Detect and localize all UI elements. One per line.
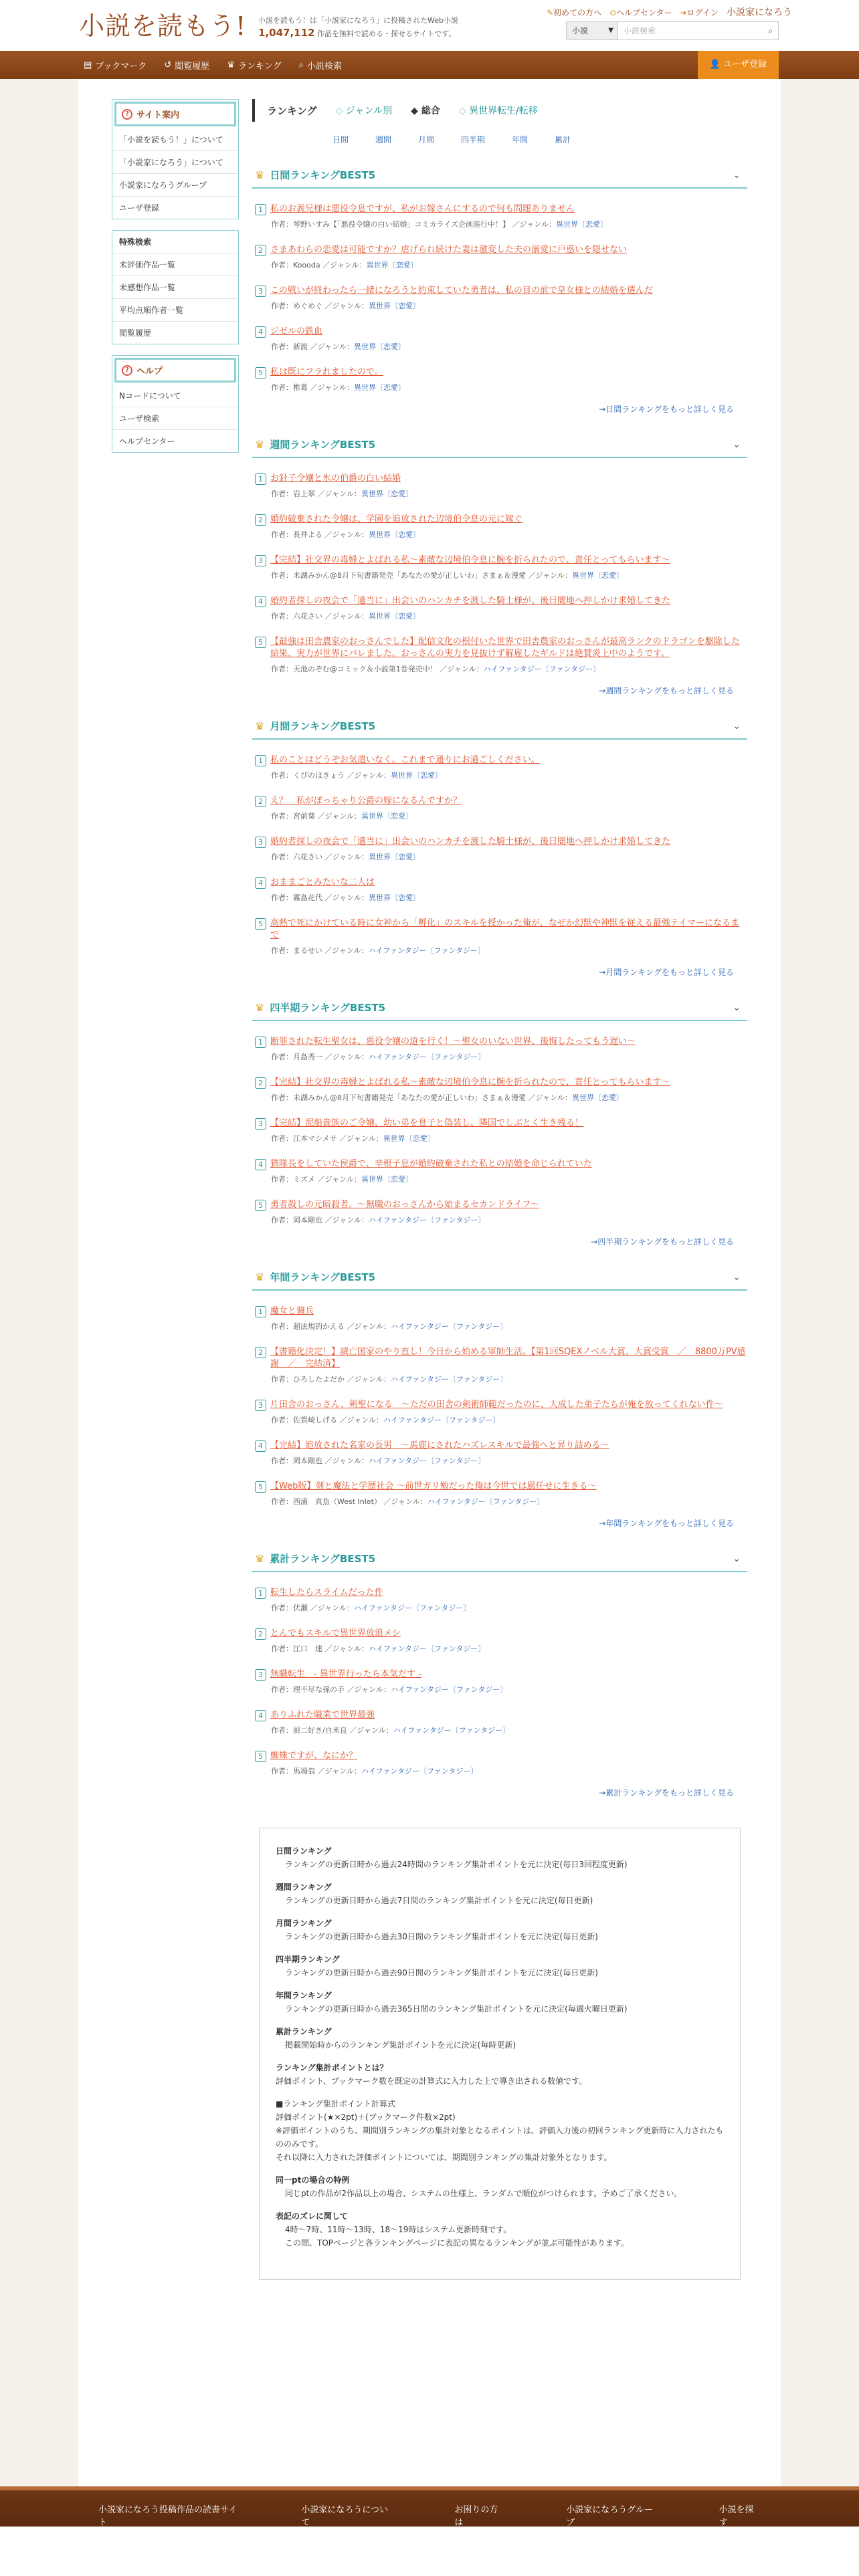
ranking-section (252, 719, 747, 978)
novel-title-link[interactable]: ジゼルの鉄血 (270, 326, 323, 336)
sidebar-item[interactable]: ユーザ検索 (112, 407, 238, 430)
diamond-icon: ◇ (458, 106, 466, 116)
author-name: 長井よる (293, 530, 322, 539)
section-title: 四半期ランキングBEST5 (270, 1002, 386, 1014)
novel-meta: 作者：岡本剛也 ／ジャンル：ハイファンタジー〔ファンタジー〕 (271, 1216, 486, 1224)
rank-number: 4 (255, 596, 266, 607)
author-name: 未湖みかん@8月下旬書籍発売「あなたの愛が正しいわ」さまぁ＆漫愛 (293, 571, 526, 580)
novel-title-link[interactable]: さまあわらの恋愛は可能ですか？虐げられ続けた妻は激変した夫の溺愛に戸惑いを隠せない (270, 245, 628, 255)
ranking-item (252, 514, 747, 540)
rank-number: 4 (255, 1159, 266, 1170)
first-visit-link[interactable]: ✎初めての方へ (546, 7, 602, 17)
novel-title-link[interactable]: 蜘蛛ですが、なにか？ (270, 1751, 358, 1761)
genre-link[interactable]: 異世界〔恋愛〕 (366, 261, 418, 270)
genre-link[interactable]: 異世界〔恋愛〕 (354, 342, 406, 351)
ranking-item (252, 1750, 747, 1776)
crown-icon: ♛ (255, 1271, 265, 1283)
novel-meta: 作者：超法規的かえる ／ジャンル：ハイファンタジー〔ファンタジー〕 (271, 1322, 508, 1331)
help-icon: ⊙ (609, 7, 617, 17)
sidebar (112, 99, 239, 2466)
tab-isekai[interactable]: ◇ 異世界転生/転移 (458, 106, 538, 116)
author-name: 岩上翠 (293, 490, 315, 498)
ranking-item (252, 1709, 747, 1735)
novel-title-link[interactable]: 高熱で死にかけている時に女神から「孵化」のスキルを授かった俺が、なぜか幻獣や神獣を従える最強テイマーになるまで (270, 918, 739, 940)
ranking-item (252, 1481, 747, 1507)
more-ranking-link[interactable]: →週間ランキングをもっと詳しく見る (599, 686, 734, 695)
novel-title-link[interactable]: 【完結】泥船貴族のご令嬢、幼い弟を息子と偽装し、隣国でしぶとく生き残る！ (270, 1118, 584, 1128)
novel-meta: 作者：西浦 真魚（West Inlet） ／ジャンル：ハイファンタジー〔ファンタジー〕 (271, 1497, 545, 1506)
author-name: 椎葛 (293, 383, 308, 392)
rank-number: 4 (255, 326, 266, 338)
author-name: 琴野いすみ【「悪役令嬢の白い結婚」コミカライズ企画進行中！】 (293, 220, 510, 229)
ranking-item (252, 636, 747, 674)
ranking-item (252, 795, 747, 821)
more-ranking-link[interactable]: →累計ランキングをもっと詳しく見る (599, 1788, 734, 1798)
novel-title-link[interactable]: お針子令嬢と氷の伯爵の白い結婚 (270, 473, 401, 484)
sidebar-item[interactable]: 小説家になろうグループ (112, 174, 238, 197)
ranking-tabs (252, 99, 747, 122)
nav-bookmark[interactable]: ▤ ブックマーク (84, 60, 147, 72)
section-title: 日間ランキングBEST5 (270, 169, 376, 181)
footer-link[interactable]: 小説家になろうグループ (566, 2505, 653, 2528)
genre-link[interactable]: ハイファンタジー〔ファンタジー〕 (369, 1053, 486, 1061)
ranking-item (252, 203, 747, 229)
rank-number: 5 (255, 918, 266, 930)
novel-title-link[interactable]: 猫隊長をしていた侯爵で、辛根子息が婚約破棄された私との結婚を命じられていた (270, 1159, 592, 1169)
user-icon: 👤 (709, 60, 721, 70)
period-tab[interactable]: 累計 (555, 135, 571, 144)
rank-number: 2 (255, 514, 266, 526)
footer-link[interactable]: 小説家になろうについて (301, 2505, 389, 2528)
nav-search[interactable]: ⌕ 小説検索 (298, 60, 342, 72)
novel-title-link[interactable]: 【完結】社交界の毒婦とよばれる私〜素敵な辺境伯令息に腕を折られたので、責任とってもらいます〜 (270, 1077, 670, 1087)
rank-number: 2 (255, 245, 266, 256)
rank-number: 1 (255, 1037, 266, 1048)
genre-link[interactable]: ハイファンタジー〔ファンタジー〕 (383, 1416, 500, 1424)
novel-meta: 作者：江口 連 ／ジャンル：ハイファンタジー〔ファンタジー〕 (271, 1644, 486, 1653)
author-name: 六花さい (293, 853, 322, 861)
novel-meta: 作者：岩上翠 ／ジャンル：異世界〔恋愛〕 (271, 490, 413, 498)
author-name: ひろしたよだか (293, 1375, 345, 1384)
bookmark-icon: ▤ (84, 60, 92, 70)
novel-meta: 作者：まるせい ／ジャンル：ハイファンタジー〔ファンタジー〕 (271, 946, 486, 955)
genre-link[interactable]: ハイファンタジー〔ファンタジー〕 (393, 1726, 510, 1735)
more-ranking-link[interactable]: →日間ランキングをもっと詳しく見る (599, 405, 734, 414)
ranking-item (252, 836, 747, 862)
novel-title-link[interactable]: 私のお義兄様は悪役令息ですが、私がお嫁さんにするので何も問題ありません (270, 204, 575, 214)
genre-link[interactable]: 異世界〔恋愛〕 (369, 530, 421, 539)
crown-icon: ♛ (255, 438, 265, 451)
section-title: 週間ランキングBEST5 (270, 439, 376, 451)
sidebar-item[interactable]: Nコードについて (112, 385, 238, 407)
page-title: ランキング (267, 104, 317, 117)
ranking-section (252, 437, 747, 696)
rank-number: 1 (255, 1306, 266, 1317)
site-footer (0, 2486, 859, 2527)
rank-number: 3 (255, 1118, 266, 1130)
novel-title-link[interactable]: 【完結】追放された名家の長男 〜馬鹿にされたハズレスキルで最強へと昇り詰める〜 (270, 1440, 609, 1451)
author-name: 霧島花代 (293, 893, 322, 902)
narou-brand-link[interactable]: 小説家になろう (727, 7, 792, 18)
chevron-down-icon[interactable]: ⌄ (733, 720, 741, 732)
site-tagline: 小説を読もう！は「小説家になろう」に投稿されたWeb小説 1,047,112 作品を無料で読める・探せるサイトです。 (258, 16, 458, 39)
site-header (0, 0, 859, 51)
rank-number: 1 (255, 204, 266, 215)
ranking-item (252, 554, 747, 580)
author-name: くびのほきょう (293, 771, 345, 780)
author-name: 佐賀崎しげる (293, 1416, 337, 1424)
genre-link[interactable]: ハイファンタジー〔ファンタジー〕 (369, 1644, 486, 1653)
novel-meta: 作者：理不尽な孫の手 ／ジャンル：ハイファンタジー〔ファンタジー〕 (271, 1685, 508, 1694)
sidebar-item[interactable]: 平均点順作者一覧 (112, 299, 238, 322)
chevron-down-icon[interactable]: ⌄ (733, 439, 741, 450)
genre-link[interactable]: ハイファンタジー〔ファンタジー〕 (427, 1497, 545, 1506)
genre-link[interactable]: 異世界〔恋愛〕 (369, 612, 421, 621)
site-logo[interactable]: 小説を読もう! (79, 11, 247, 41)
novel-meta: 作者：天池のぞむ@コミック＆小説第1巻発売中！ ／ジャンル：ハイファンタジー〔ファンタジー〕 (271, 665, 601, 673)
novel-title-link[interactable]: 私は既にフラれましたので。 (270, 367, 383, 377)
author-name: 新渡 (293, 342, 308, 351)
history-icon: ↺ (164, 60, 172, 70)
novel-meta: 作者：江本マシメサ ／ジャンル：異世界〔恋愛〕 (271, 1134, 435, 1143)
author-name: 馬場翁 (293, 1767, 315, 1776)
diamond-icon: ◇ (335, 106, 343, 116)
novel-meta: 作者：琴野いすみ【「悪役令嬢の白い結婚」コミカライズ企画進行中！】 ／ジャンル：異世界〔恋愛〕 (271, 220, 608, 229)
crown-icon: ♛ (255, 720, 265, 732)
sidebar-site-guide: ? サイト案内 「小説を読もう！」について 「小説家になろう」について 小説家になろうグループ ユーザ登録 (112, 99, 239, 219)
novel-meta: 作者：佐賀崎しげる ／ジャンル：ハイファンタジー〔ファンタジー〕 (271, 1416, 500, 1424)
author-name: ミズメ (293, 1175, 315, 1184)
sidebar-item[interactable]: 未感想作品一覧 (112, 276, 238, 299)
genre-link[interactable]: 異世界〔恋愛〕 (369, 302, 421, 310)
search-input[interactable]: 小説検索 ⌕ (618, 21, 779, 40)
nav-ranking[interactable]: ♛ ランキング (227, 60, 282, 72)
rank-number: 5 (255, 1200, 266, 1211)
sidebar-help: ? ヘルプ Nコードについて ユーザ検索 ヘルプセンター (112, 355, 239, 453)
content-container (78, 79, 781, 2486)
genre-link[interactable]: ハイファンタジー〔ファンタジー〕 (483, 665, 601, 673)
author-name: 理不尽な孫の手 (293, 1685, 345, 1694)
ranking-item (252, 1199, 747, 1225)
chevron-down-icon[interactable]: ⌄ (733, 1553, 741, 1564)
footer-link[interactable]: 小説を探す (719, 2505, 754, 2528)
ranking-item (252, 1117, 747, 1144)
novel-meta: 作者：六花さい ／ジャンル：異世界〔恋愛〕 (271, 853, 421, 861)
novel-title-link[interactable]: 【最強は田舎農家のおっさんでした】配信文化の根付いた世界で田舎農家のおっさんが最高ランクのドラゴンを駆除した結果、実力が世界にバレました。おっさんの実力を見抜けず解雇したギルドは絶賛炎上中のようです。 (270, 637, 740, 659)
rank-number: 3 (255, 1669, 266, 1681)
novel-meta: 作者：宮前葵 ／ジャンル：異世界〔恋愛〕 (271, 812, 413, 821)
rank-number: 2 (255, 1077, 266, 1089)
period-tab[interactable]: 年間 (512, 135, 529, 144)
novel-meta: 作者：月島秀一 ／ジャンル：ハイファンタジー〔ファンタジー〕 (271, 1053, 486, 1061)
genre-link[interactable]: 異世界〔恋愛〕 (361, 1175, 413, 1184)
section-title: 月間ランキングBEST5 (270, 720, 376, 732)
tab-genre[interactable]: ◇ ジャンル別 (335, 106, 393, 116)
register-button[interactable]: 👤 ユーザ登録 (698, 51, 779, 79)
ranking-item (252, 1440, 747, 1466)
sidebar-item[interactable]: 閲覧履歴 (119, 328, 152, 338)
novel-title-link[interactable]: 魔女と傭兵 (270, 1306, 314, 1316)
genre-link[interactable]: ハイファンタジー〔ファンタジー〕 (391, 1322, 508, 1331)
sidebar-item[interactable]: ユーザ登録 (119, 203, 160, 213)
author-name: 未湖みかん@8月下旬書籍発売「あなたの愛が正しいわ」さまぁ＆漫愛 (293, 1093, 526, 1102)
ranking-item (252, 918, 747, 956)
nav-history[interactable]: ↺ 閲覧履歴 (164, 60, 210, 72)
crown-icon: ♛ (255, 169, 265, 181)
novel-title-link[interactable]: 婚約破棄された令嬢は、学園を追放された辺境伯令息の元に嫁ぐ (270, 514, 523, 524)
more-ranking-link[interactable]: →四半期ランキングをもっと詳しく見る (591, 1237, 734, 1247)
novel-title-link[interactable]: 婚約者探しの夜会で「適当に」出会いのハンカチを渡した騎士様が、後日闇地へ押しかけ求婚してきた (270, 596, 671, 606)
rank-number: 5 (255, 367, 266, 379)
genre-link[interactable]: 異世界〔恋愛〕 (572, 1093, 624, 1102)
period-tab[interactable]: 月間 (418, 135, 435, 144)
page-wrap (0, 79, 859, 2486)
novel-meta: 作者：伏瀬 ／ジャンル：ハイファンタジー〔ファンタジー〕 (271, 1604, 471, 1612)
ranking-section (252, 1270, 747, 1529)
novel-title-link[interactable]: この戦いが終わったら一緒になろうと約束していた勇者は、私の目の前で皇女様との結婚を選んだ (270, 286, 653, 296)
novel-title-link[interactable]: 婚約者探しの夜会で「適当に」出会いのハンカチを渡した騎士様が、後日闇地へ押しかけ求婚してきた (270, 837, 671, 847)
period-tabs (252, 122, 747, 145)
rank-number: 3 (255, 286, 266, 297)
novel-meta: 作者：岡本剛也 ／ジャンル：ハイファンタジー〔ファンタジー〕 (271, 1457, 486, 1465)
ranking-section (252, 1551, 747, 1798)
novel-meta: 作者：Koooda ／ジャンル：異世界〔恋愛〕 (271, 261, 418, 270)
genre-link[interactable]: ハイファンタジー〔ファンタジー〕 (391, 1375, 508, 1384)
genre-link[interactable]: 異世界〔恋愛〕 (354, 383, 406, 392)
search-form (566, 21, 779, 40)
genre-link[interactable]: ハイファンタジー〔ファンタジー〕 (368, 946, 486, 955)
novel-meta: 作者：くびのほきょう ／ジャンル：異世界〔恋愛〕 (271, 771, 443, 780)
sidebar-item[interactable]: 「小説家になろう」について (112, 151, 238, 174)
genre-link[interactable]: 異世界〔恋愛〕 (391, 771, 443, 780)
ranking-item (252, 1036, 747, 1062)
author-name: めぐめぐ (293, 302, 322, 310)
rank-number: 1 (255, 755, 266, 766)
author-name: 天池のぞむ@コミック＆小説第1巻発売中！ (293, 665, 438, 673)
ranking-item (252, 285, 747, 311)
rank-number: 3 (255, 837, 266, 848)
novel-meta: 作者：ミズメ ／ジャンル：異世界〔恋愛〕 (271, 1175, 413, 1184)
author-name: まるせい (293, 946, 322, 955)
ranking-item (252, 1587, 747, 1613)
genre-link[interactable]: ハイファンタジー〔ファンタジー〕 (369, 1457, 486, 1465)
ranking-item (252, 1346, 747, 1384)
ranking-item (252, 1669, 747, 1695)
rank-number: 5 (255, 1481, 266, 1493)
ranking-item (252, 326, 747, 352)
genre-link[interactable]: 異世界〔恋愛〕 (383, 1134, 435, 1143)
novel-meta: 作者：馬場翁 ／ジャンル：ハイファンタジー〔ファンタジー〕 (271, 1767, 478, 1776)
chevron-down-icon[interactable]: ⌄ (733, 169, 741, 181)
search-icon: ⌕ (298, 60, 304, 70)
rank-number: 2 (255, 1628, 266, 1640)
author-name: 岡本剛也 (293, 1216, 322, 1224)
ranking-item (252, 877, 747, 903)
rank-number: 2 (255, 796, 266, 807)
novel-title-link[interactable]: ありふれた職業で世界最強 (270, 1710, 375, 1720)
help-center-link[interactable]: ⊙ヘルプセンター (609, 7, 672, 17)
ranking-item (252, 1399, 747, 1425)
ranking-item (252, 1158, 747, 1184)
author-name: 伏瀬 (293, 1604, 308, 1612)
period-tab[interactable]: 週間 (375, 135, 392, 144)
tab-overall[interactable]: ◆ 総合 (411, 106, 440, 116)
ranking-item (252, 473, 747, 499)
rank-number: 3 (255, 1400, 266, 1411)
author-name: 宮前葵 (293, 812, 315, 821)
author-name: Koooda (293, 261, 320, 270)
question-icon: ? (122, 109, 132, 120)
novel-title-link[interactable]: 【完結】社交界の毒婦とよばれる私〜素敵な辺境伯令息に腕を折られたので、責任とってもらいます〜 (270, 555, 670, 565)
diamond-filled-icon: ◆ (411, 106, 418, 116)
login-icon: ➜ (680, 7, 687, 17)
sidebar-special-search: 特殊検索 未評価作品一覧 未感想作品一覧 平均点順作者一覧 閲覧履歴 (112, 230, 239, 344)
rank-number: 1 (255, 1588, 266, 1599)
more-ranking-link[interactable]: →月間ランキングをもっと詳しく見る (599, 968, 734, 977)
novel-meta: 作者：霧島花代 ／ジャンル：異世界〔恋愛〕 (271, 893, 421, 902)
ranking-item (252, 754, 747, 780)
ranking-section (252, 168, 747, 415)
section-title: 累計ランキングBEST5 (270, 1553, 376, 1565)
novel-title-link[interactable]: 無職転生 - 異世界行ったら本気だす - (270, 1669, 421, 1679)
footer-link[interactable]: 小説家になろう投稿作品の読書サイト (98, 2505, 237, 2528)
ranking-item (252, 1077, 747, 1103)
rank-number: 5 (255, 637, 266, 648)
search-type-select[interactable]: 小説 ▼ (566, 21, 618, 40)
novel-title-link[interactable]: 転生したらスライムだった件 (270, 1588, 383, 1598)
crown-icon: ♛ (255, 1552, 265, 1565)
author-name: 月島秀一 (293, 1053, 322, 1061)
rank-number: 4 (255, 1710, 266, 1721)
more-ranking-link[interactable]: →年間ランキングをもっと詳しく見る (599, 1519, 734, 1528)
novel-title-link[interactable]: 片田舎のおっさん、剣聖になる 〜ただの田舎の剣術師範だったのに、大成した弟子たちが俺を放ってくれない件〜 (270, 1400, 723, 1410)
novel-meta: 作者：厨二好き/白米良 ／ジャンル：ハイファンタジー〔ファンタジー〕 (271, 1726, 510, 1735)
sidebar-item[interactable]: ヘルプセンター (119, 437, 175, 446)
chevron-down-icon[interactable]: ⌄ (733, 1002, 741, 1013)
book-icon: ✎ (546, 7, 554, 17)
genre-link[interactable]: 異世界〔恋愛〕 (361, 490, 413, 498)
ranking-item (252, 1305, 747, 1331)
author-name: 岡本剛也 (293, 1457, 322, 1465)
footer-link[interactable]: お困りの方は (454, 2505, 498, 2528)
author-name: 厨二好き/白米良 (293, 1726, 347, 1735)
genre-link[interactable]: ハイファンタジー〔ファンタジー〕 (354, 1604, 471, 1612)
rank-number: 4 (255, 1440, 266, 1452)
rank-number: 1 (255, 473, 266, 485)
novel-title-link[interactable]: 【Web版】剣と魔法と学歴社会 〜前世ガリ勉だった俺は今世では風任せに生きる〜 (270, 1481, 597, 1491)
novel-meta: 作者：長井よる ／ジャンル：異世界〔恋愛〕 (271, 530, 421, 539)
sidebar-item[interactable]: 未評価作品一覧 (112, 253, 238, 276)
novel-meta: 作者：未湖みかん@8月下旬書籍発売「あなたの愛が正しいわ」さまぁ＆漫愛 ／ジャンル：異世界〔恋愛〕 (271, 571, 624, 580)
top-links (547, 5, 792, 19)
novel-meta: 作者：新渡 ／ジャンル：異世界〔恋愛〕 (271, 342, 406, 351)
genre-link[interactable]: ハイファンタジー〔ファンタジー〕 (391, 1685, 508, 1694)
crown-icon: ♛ (227, 60, 235, 70)
ranking-item (252, 595, 747, 621)
novel-title-link[interactable]: とんでもスキルで異世界放浪メシ (270, 1628, 401, 1638)
period-tab[interactable]: 日間 (332, 135, 349, 144)
rank-number: 2 (255, 1347, 266, 1358)
novel-meta: 作者：六花さい ／ジャンル：異世界〔恋愛〕 (271, 612, 421, 621)
genre-link[interactable]: 異世界〔恋愛〕 (369, 893, 421, 902)
author-name: 西浦 真魚（West Inlet） (293, 1497, 381, 1506)
crown-icon: ♛ (255, 1001, 265, 1014)
ranking-notes: 日間ランキング ランキングの更新日時から過去24時間のランキング集計ポイントを元に決定(毎日3回程度更新) 週間ランキング ランキングの更新日時から過去7日間のランキング集計ポイントを元に決定(毎日更新) 月間ランキング ランキングの更新日時から過去30日間のランキング集計ポイントを元に決定(毎日更新) 四半期ランキング ランキングの更新日時から過去90日間のランキング集計ポイントを元に決定(毎日更新) 年間ランキング ランキングの更新日時から過去365日間のランキング集計ポイントを元に決定(毎週火曜日更新) 累計ランキング 掲載開始時からのランキング集計ポイントを元に決定(毎時更新) ランキング集計ポイントとは？ 評価ポイント、ブックマーク数を既定の計算式に入力した上で導き出される数値です。 ■ランキング集計ポイント計算式 評価ポイント(★×2pt)＋(ブックマーク件数×2pt) ※評価ポイントのうち、期間別ランキングの集計対象となるポイントは、評価入力後の初回ランキング更新時に入力されたもののみです。 それ以降に入力された評価ポイントについては、期間別ランキングの集計対象外となります。 同一ptの場合の特例 同じptの作品が2作品以上の場合、システムの仕様上、ランダムで順位がつけられます。予めご了承ください。 表記のズレに関して 4時〜7時、11時〜13時、18〜19時はシステム更新時刻です。 この間、TOPページと各ランキングページに表記の異なるランキングが並ぶ可能性があります。 (259, 1828, 741, 2280)
chevron-down-icon[interactable]: ⌄ (733, 1271, 741, 1283)
search-icon[interactable]: ⌕ (768, 26, 773, 35)
login-link[interactable]: ➜ログイン (680, 7, 719, 17)
novel-meta: 作者：椎葛 ／ジャンル：異世界〔恋愛〕 (271, 383, 406, 392)
ranking-item (252, 1628, 747, 1654)
rank-number: 5 (255, 1751, 266, 1762)
novel-count: 1,047,112 (258, 27, 315, 39)
author-name: 江口 連 (293, 1644, 322, 1653)
novel-title-link[interactable]: 断罪された転生聖女は、悪役令嬢の道を行く！〜聖女のいない世界、後悔したってもう遅い〜 (270, 1037, 636, 1047)
novel-meta: 作者：未湖みかん@8月下旬書籍発売「あなたの愛が正しいわ」さまぁ＆漫愛 ／ジャンル：異世界〔恋愛〕 (271, 1093, 624, 1102)
ranking-item (252, 244, 747, 270)
main-nav (0, 51, 859, 79)
genre-link[interactable]: 異世界〔恋愛〕 (572, 571, 624, 580)
genre-link[interactable]: ハイファンタジー〔ファンタジー〕 (361, 1767, 478, 1776)
genre-link[interactable]: ハイファンタジー〔ファンタジー〕 (369, 1216, 486, 1224)
rank-number: 4 (255, 877, 266, 889)
novel-meta: 作者：めぐめぐ ／ジャンル：異世界〔恋愛〕 (271, 302, 421, 310)
novel-title-link[interactable]: え？ 私がぽっちゃり公爵の嫁になるんですか？ (270, 796, 462, 806)
ranking-sections (252, 168, 747, 1798)
question-icon: ? (122, 365, 132, 376)
novel-title-link[interactable]: おままごとみたいな二人は (270, 877, 375, 887)
author-name: 江本マシメサ (293, 1134, 337, 1143)
period-tab[interactable]: 四半期 (461, 135, 486, 144)
main-content (239, 99, 747, 2466)
author-name: 超法規的かえる (293, 1322, 345, 1331)
genre-link[interactable]: 異世界〔恋愛〕 (369, 853, 421, 861)
ranking-item (252, 366, 747, 393)
chevron-down-icon: ▼ (608, 27, 613, 34)
sidebar-item[interactable]: 「小説を読もう！」について (112, 128, 238, 151)
author-name: 六花さい (293, 612, 322, 621)
novel-title-link[interactable]: 勇者殺しの元暗殺者。〜無職のおっさんから始まるセカンドライフ〜 (270, 1200, 540, 1210)
genre-link[interactable]: 異世界〔恋愛〕 (361, 812, 413, 821)
novel-title-link[interactable]: 私のことはどうぞお気遣いなく。これまで通りにお過ごしください。 (270, 755, 540, 765)
genre-link[interactable]: 異世界〔恋愛〕 (556, 220, 608, 229)
rank-number: 3 (255, 555, 266, 566)
novel-meta: 作者：ひろしたよだか ／ジャンル：ハイファンタジー〔ファンタジー〕 (271, 1375, 508, 1384)
ranking-section (252, 1000, 747, 1247)
section-title: 年間ランキングBEST5 (270, 1271, 376, 1283)
novel-title-link[interactable]: 【書籍化決定！】滅亡国家のやり直し！今日から始める軍師生活。【第1回SQEXノベル大賞、大賞受賞 ／ 8800万PV感謝 ／ 完結済】 (270, 1347, 746, 1369)
